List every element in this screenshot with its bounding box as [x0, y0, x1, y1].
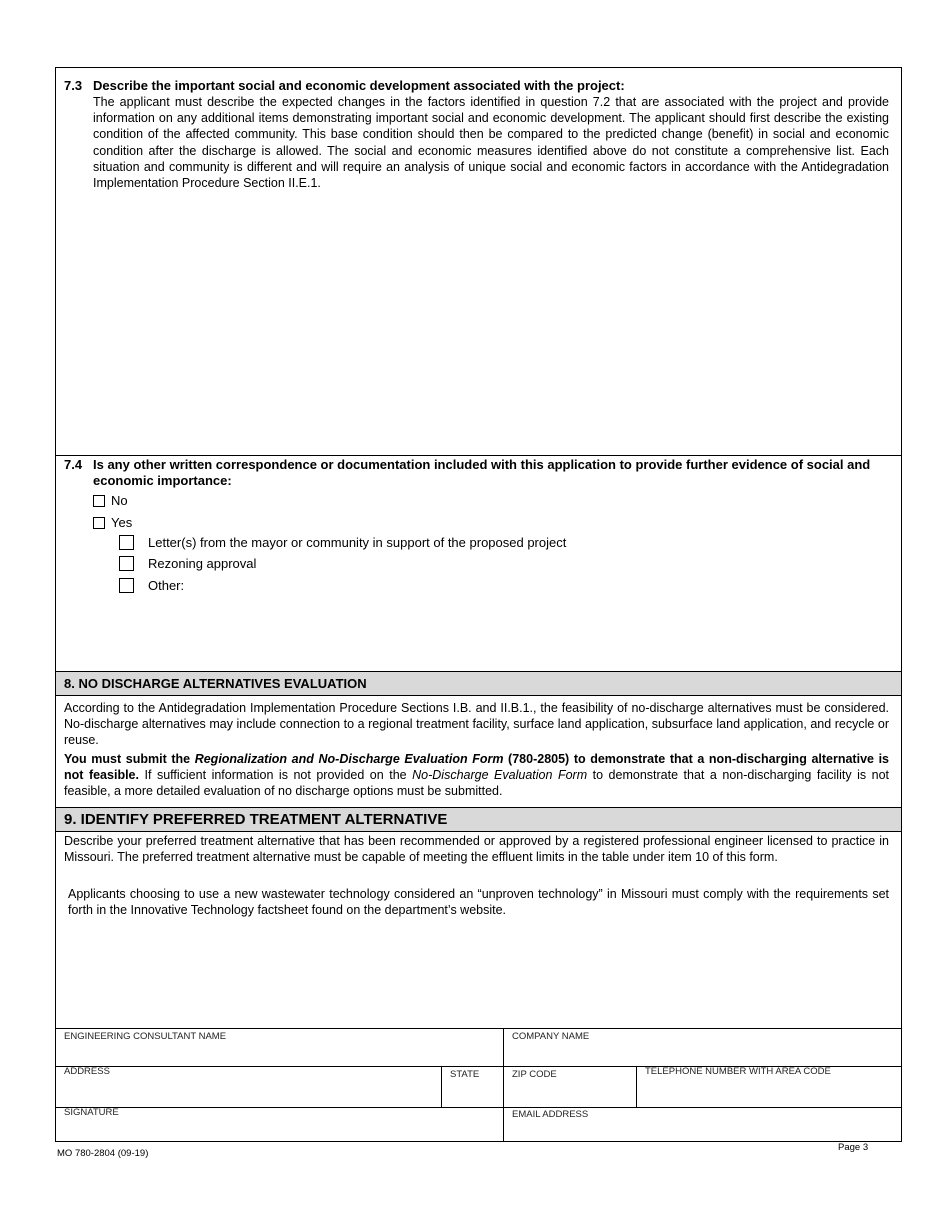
- field-label: ADDRESS: [64, 1066, 110, 1077]
- address-field[interactable]: [56, 1066, 441, 1107]
- checkbox[interactable]: [119, 535, 134, 550]
- section-8-header: 8. NO DISCHARGE ALTERNATIVES EVALUATION: [56, 672, 901, 696]
- question-title: Describe the important social and economic development associated with the project:: [93, 78, 625, 93]
- email-field[interactable]: [504, 1107, 901, 1142]
- page-number: Page 3: [838, 1142, 869, 1153]
- section-7-3: [56, 68, 901, 456]
- checkbox[interactable]: [93, 495, 105, 507]
- form-number: MO 780-2804 (09-19): [57, 1148, 149, 1159]
- section-8-intro: According to the Antidegradation Implementation Procedure Sections I.B. and II.B.1., the feasibility of no-discharge alternatives must be considered. No-discharge alternatives may include connection to a regional treatment facility, surface land application, subsurface land application, and recycle or reuse.: [64, 701, 889, 748]
- option-label: Other:: [148, 578, 185, 593]
- question-title: Is any other written correspondence or documentation included with this application to provide further evidence of social and economic importance:: [93, 457, 871, 488]
- option-other[interactable]: [119, 578, 184, 593]
- response-area[interactable]: [93, 208, 889, 447]
- option-label: Letter(s) from the mayor or community in support of the proposed project: [148, 535, 567, 550]
- field-label: TELEPHONE NUMBER WITH AREA CODE: [645, 1066, 831, 1077]
- option-no[interactable]: [93, 493, 128, 508]
- section-9: [56, 832, 901, 1028]
- field-label: STATE: [450, 1069, 480, 1080]
- telephone-field[interactable]: [637, 1066, 901, 1107]
- section-8: [56, 696, 901, 808]
- form-reference: No-Discharge Evaluation Form: [412, 768, 588, 783]
- option-letters[interactable]: [119, 535, 566, 550]
- field-label: EMAIL ADDRESS: [512, 1109, 589, 1120]
- checkbox[interactable]: [119, 578, 134, 593]
- question-number: 7.3: [64, 78, 83, 93]
- question-instructions: The applicant must describe the expected changes in the factors identified in question 7.2 that are associated with the project and provide information on any additional items demonstrating important social and economic development. The applicant should first describe the existing condition of the affected community. This base condition should then be compared to the predicted change (benefit) in social and economic condition after the discharge is allowed. The social and economic measures identified above do not constitute a comprehensive list. Each situation and community is different and will require an analysis of unique social and economic factors in accordance with the Antidegradation Implementation Procedure Section II.E.1.: [93, 95, 889, 191]
- application-form-page: [55, 67, 902, 1142]
- section-8-requirement: You must submit the Regionalization and No-Discharge Evaluation Form (780-2805) to demonstrate that a non-discharging alternative is not feasible. If sufficient information is not provided on the No-Discharge Evaluation Form to demonstrate that a non-discharging facility is not feasible, a more detailed evaluation of no discharge options must be submitted.: [64, 752, 889, 799]
- consultant-info-grid: [56, 1028, 901, 1142]
- checkbox[interactable]: [93, 517, 105, 529]
- question-number: 7.4: [64, 457, 83, 472]
- option-rezoning[interactable]: [119, 556, 256, 571]
- section-9-instructions: Describe your preferred treatment alternative that has been recommended or approved by a registered professional engineer licensed to practice in Missouri. The preferred treatment alternative must be capable of meeting the effluent limits in the table under item 10 of this form.: [64, 834, 889, 865]
- company-name-field[interactable]: [504, 1029, 901, 1066]
- section-7-4: [56, 456, 901, 672]
- signature-field[interactable]: [56, 1107, 503, 1142]
- zip-code-field[interactable]: [504, 1066, 636, 1107]
- consultant-name-field[interactable]: [56, 1029, 503, 1066]
- field-label: ZIP CODE: [512, 1069, 557, 1080]
- field-label: SIGNATURE: [64, 1107, 119, 1118]
- field-label: COMPANY NAME: [512, 1031, 590, 1042]
- response-area[interactable]: [64, 924, 889, 1024]
- section-9-note: Applicants choosing to use a new wastewater technology considered an “unproven technology” in Missouri must comply with the requirements set forth in the Innovative Technology factsheet found on the department’s website.: [68, 887, 889, 918]
- checkbox[interactable]: [119, 556, 134, 571]
- option-label: Yes: [111, 515, 133, 530]
- section-9-header: 9. IDENTIFY PREFERRED TREATMENT ALTERNATIVE: [56, 808, 901, 832]
- form-reference: Regionalization and No-Discharge Evaluation Form: [194, 752, 504, 766]
- field-label: ENGINEERING CONSULTANT NAME: [64, 1031, 227, 1042]
- option-label: No: [111, 493, 128, 508]
- option-label: Rezoning approval: [148, 556, 257, 571]
- state-field[interactable]: [442, 1066, 503, 1107]
- option-yes[interactable]: [93, 515, 132, 530]
